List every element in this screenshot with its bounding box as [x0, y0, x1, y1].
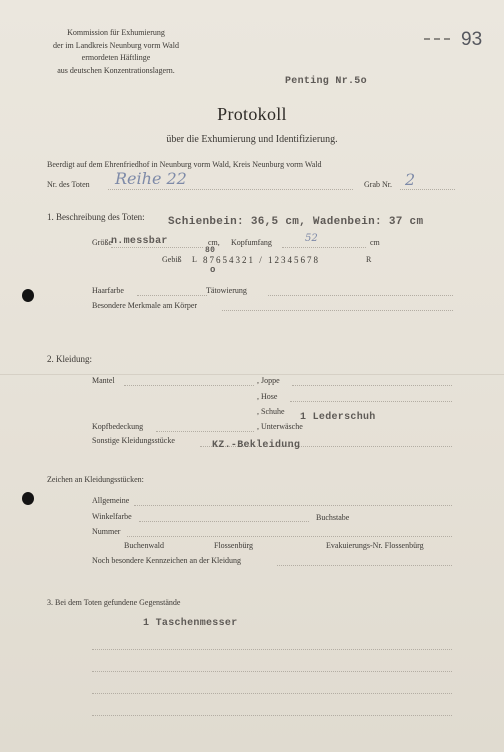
- bone-measurements: Schienbein: 36,5 cm, Wadenbein: 37 cm: [168, 216, 424, 228]
- tattoo-label: Tätowierung: [206, 286, 247, 295]
- other-clothing-value: KZ.-Bekleidung: [212, 440, 301, 451]
- head-unit: cm: [370, 238, 380, 247]
- found-item: 1 Taschenmesser: [143, 618, 238, 629]
- size-label: Größe: [92, 238, 112, 247]
- size-unit: cm,: [208, 238, 220, 247]
- document-subtitle: über die Exhumierung und Identifizierung.: [166, 134, 338, 145]
- dead-number-label: Nr. des Toten: [47, 180, 90, 189]
- reference-number: Penting Nr.5o: [285, 76, 367, 87]
- teeth-missing-mark: o: [210, 265, 216, 275]
- trousers-label: , Hose: [257, 392, 278, 401]
- underwear-label: , Unterwäsche: [257, 422, 303, 431]
- document-title: Protokoll: [217, 104, 287, 124]
- commission-line: der im Landkreis Neunburg vorm Wald: [53, 40, 179, 50]
- commission-line: aus deutschen Konzentrationslagern.: [57, 65, 175, 75]
- hair-color-label: Haarfarbe: [92, 286, 124, 295]
- teeth-label: Gebiß: [162, 255, 182, 264]
- headwear-label: Kopfbedeckung: [92, 422, 144, 431]
- jacket-label: , Joppe: [257, 376, 280, 385]
- grave-number-value: 2: [405, 170, 416, 189]
- evacuation-number-label: Evakuierungs-Nr. Flossenbürg: [326, 541, 424, 550]
- punch-hole: [22, 289, 34, 302]
- section-2-heading: 2. Kleidung:: [47, 354, 92, 364]
- punch-hole: [22, 492, 34, 505]
- head-circumference-label: Kopfumfang: [231, 238, 272, 247]
- general-label: Allgemeine: [92, 496, 130, 505]
- number-label: Nummer: [92, 527, 121, 536]
- section-1-heading: 1. Beschreibung des Toten:: [47, 212, 145, 222]
- head-circumference-value: 52: [305, 233, 318, 244]
- dead-number-value: Reihe 22: [115, 169, 187, 188]
- grave-number-label: Grab Nr.: [364, 180, 392, 189]
- fold-crease: [0, 374, 504, 375]
- angle-color-label: Winkelfarbe: [92, 512, 132, 521]
- commission-line: Kommission für Exhumierung: [67, 28, 165, 37]
- teeth-right: R: [366, 255, 372, 264]
- shoes-label: , Schuhe: [257, 407, 285, 416]
- clothing-marks-heading: Zeichen an Kleidungsstücken:: [47, 475, 144, 484]
- commission-header: [36, 27, 196, 77]
- stamp-dashes: [424, 38, 450, 40]
- teeth-chart: 87654321 / 12345678: [203, 255, 321, 265]
- special-marks-clothing-label: Noch besondere Kennzeichen an der Kleidung: [92, 556, 242, 565]
- special-marks-label: Besondere Merkmale am Körper: [92, 301, 198, 310]
- letter-label: Buchstabe: [316, 513, 350, 522]
- size-value: n.messbar: [111, 236, 168, 247]
- other-clothing-label: Sonstige Kleidungsstücke: [92, 436, 175, 445]
- flossenburg-label: Flossenbürg: [214, 541, 253, 550]
- coat-label: Mantel: [92, 376, 115, 385]
- buchenwald-label: Buchenwald: [124, 541, 164, 550]
- burial-line: Beerdigt auf dem Ehrenfriedhof in Neunburg vorm Wald, Kreis Neunburg vorm Wald: [47, 160, 322, 169]
- section-3-heading: 3. Bei dem Toten gefundene Gegenstände: [47, 598, 181, 607]
- page-number: 93: [461, 29, 483, 50]
- commission-line: ermordeten Häftlinge: [81, 53, 151, 62]
- shoes-value: 1 Lederschuh: [300, 412, 376, 423]
- teeth-mark: 80: [205, 246, 216, 255]
- teeth-left: L: [192, 255, 197, 264]
